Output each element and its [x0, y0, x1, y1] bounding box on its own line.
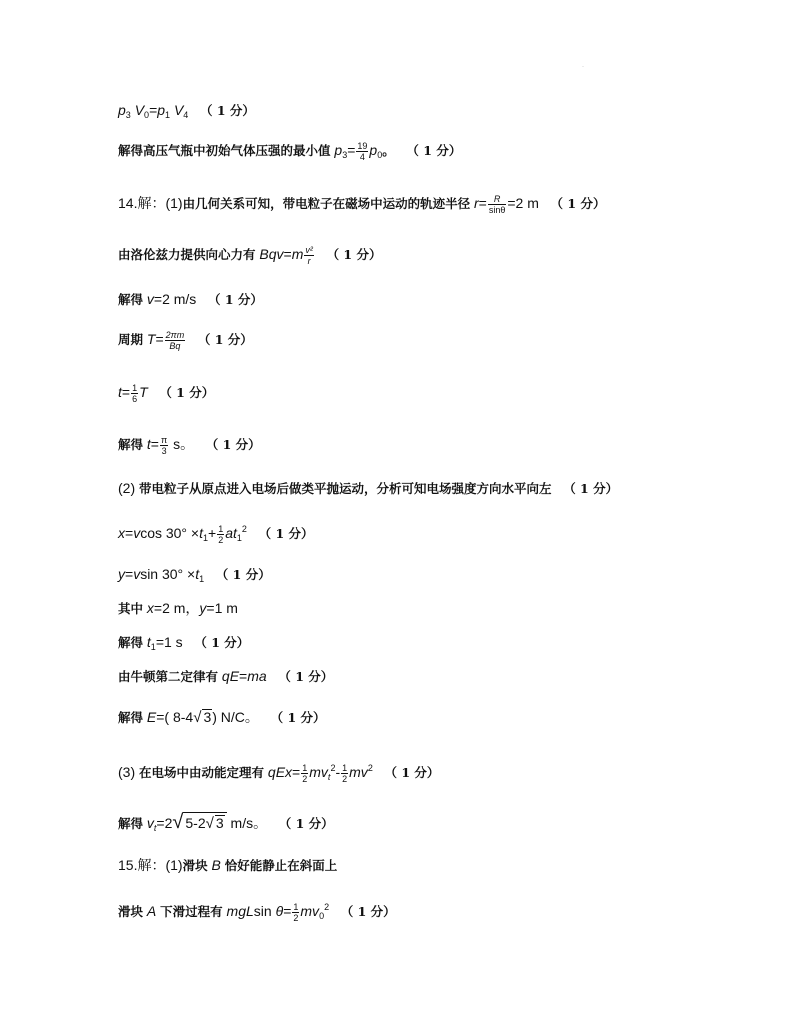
equation-line-16: (3) 在电场中由动能定理有 qEx= $\frac{1}{2}$ $mv_t^2-$ $\frac{1}{2}$ $mv^2$ （ 1 分）: [118, 762, 440, 784]
equation-line-11: y=vsin $30^\circ \times t_1$ （ 1 分）: [118, 566, 271, 584]
equation-line-18: 15.解：(1)滑块 B 恰好能静止在斜面上: [118, 857, 338, 873]
score: （ 1 分）: [194, 635, 250, 650]
score: （ 1 分）: [207, 292, 263, 307]
equation-line-7: t= $\frac{1}{6}$ T （ 1 分）: [118, 382, 215, 404]
equation-line-1: $p_3$ $V_0=p_1$ $V_4$ （ 1 分）: [118, 102, 255, 120]
equation-line-12: 其中 x=2 m，y=1 m: [118, 600, 238, 616]
score: （ 1 分）: [340, 904, 396, 919]
corner-mark: ·: [582, 64, 584, 70]
score: （ 1 分）: [159, 385, 215, 400]
equation-line-19: 滑块 A 下滑过程有 mgLsin θ= $\frac{1}{2}$ $mv_0^2$ （ 1 分）: [118, 901, 396, 923]
score: （ 1 分）: [384, 765, 440, 780]
score: （ 1 分）: [550, 196, 606, 211]
equation-line-6: 周期 T= $\frac{2\pi m}{Bq}$ （ 1 分）: [118, 329, 253, 351]
equation-line-14: 由牛顿第二定律有 qE=ma （ 1 分）: [118, 668, 334, 684]
score: （ 1 分）: [563, 481, 619, 496]
equation-line-15: 解得 E=( 8-4√ 3) N/C。 （ 1 分）: [118, 709, 326, 726]
score: （ 1 分）: [278, 816, 334, 831]
score: （ 1 分）: [197, 332, 253, 347]
equation-line-5: 解得 v=2 m/s （ 1 分）: [118, 291, 263, 307]
score: （ 1 分）: [205, 437, 261, 452]
equation-line-8: 解得 t= $\frac{\pi}{3}$ s。 （ 1 分）: [118, 434, 261, 456]
score: （ 1 分）: [270, 710, 326, 725]
score: （ 1 分）: [326, 247, 382, 262]
score: （ 1 分）: [406, 143, 462, 158]
score: （ 1 分）: [215, 567, 271, 582]
equation-line-10: x=vcos $30^\circ \times t_1+$ $\frac{1}{2}$ $at_1^2$ （ 1 分）: [118, 523, 314, 545]
score: （ 1 分）: [258, 526, 314, 541]
equation-line-13: 解得 $t_1=1$ s （ 1 分）: [118, 634, 250, 652]
equation-line-9: (2) 带电粒子从原点进入电场后做类平抛运动，分析可知电场强度方向水平向左 （ 1 分）: [118, 480, 619, 496]
equation-line-4: 由洛伦兹力提供向心力有 Bqv=m $\frac{\text{v²}}{r}$ （ 1 分）: [118, 244, 382, 266]
equation-line-17: 解得 $v_t=2√$ 5-2√ 3 m/s。 （ 1 分）: [118, 811, 334, 833]
equation-line-2: 解得高压气瓶中初始气体压强的最小值 $p_3=$ $\frac{19}{4}$ $p_0$。 （ 1 分）: [118, 140, 462, 162]
score: （ 1 分）: [199, 103, 255, 118]
score: （ 1 分）: [278, 669, 334, 684]
equation-line-3: 14.解：(1)由几何关系可知，带电粒子在磁场中运动的轨迹半径 r= $\frac{R}{\sin\theta}$ =2 m （ 1 分）: [118, 193, 606, 215]
